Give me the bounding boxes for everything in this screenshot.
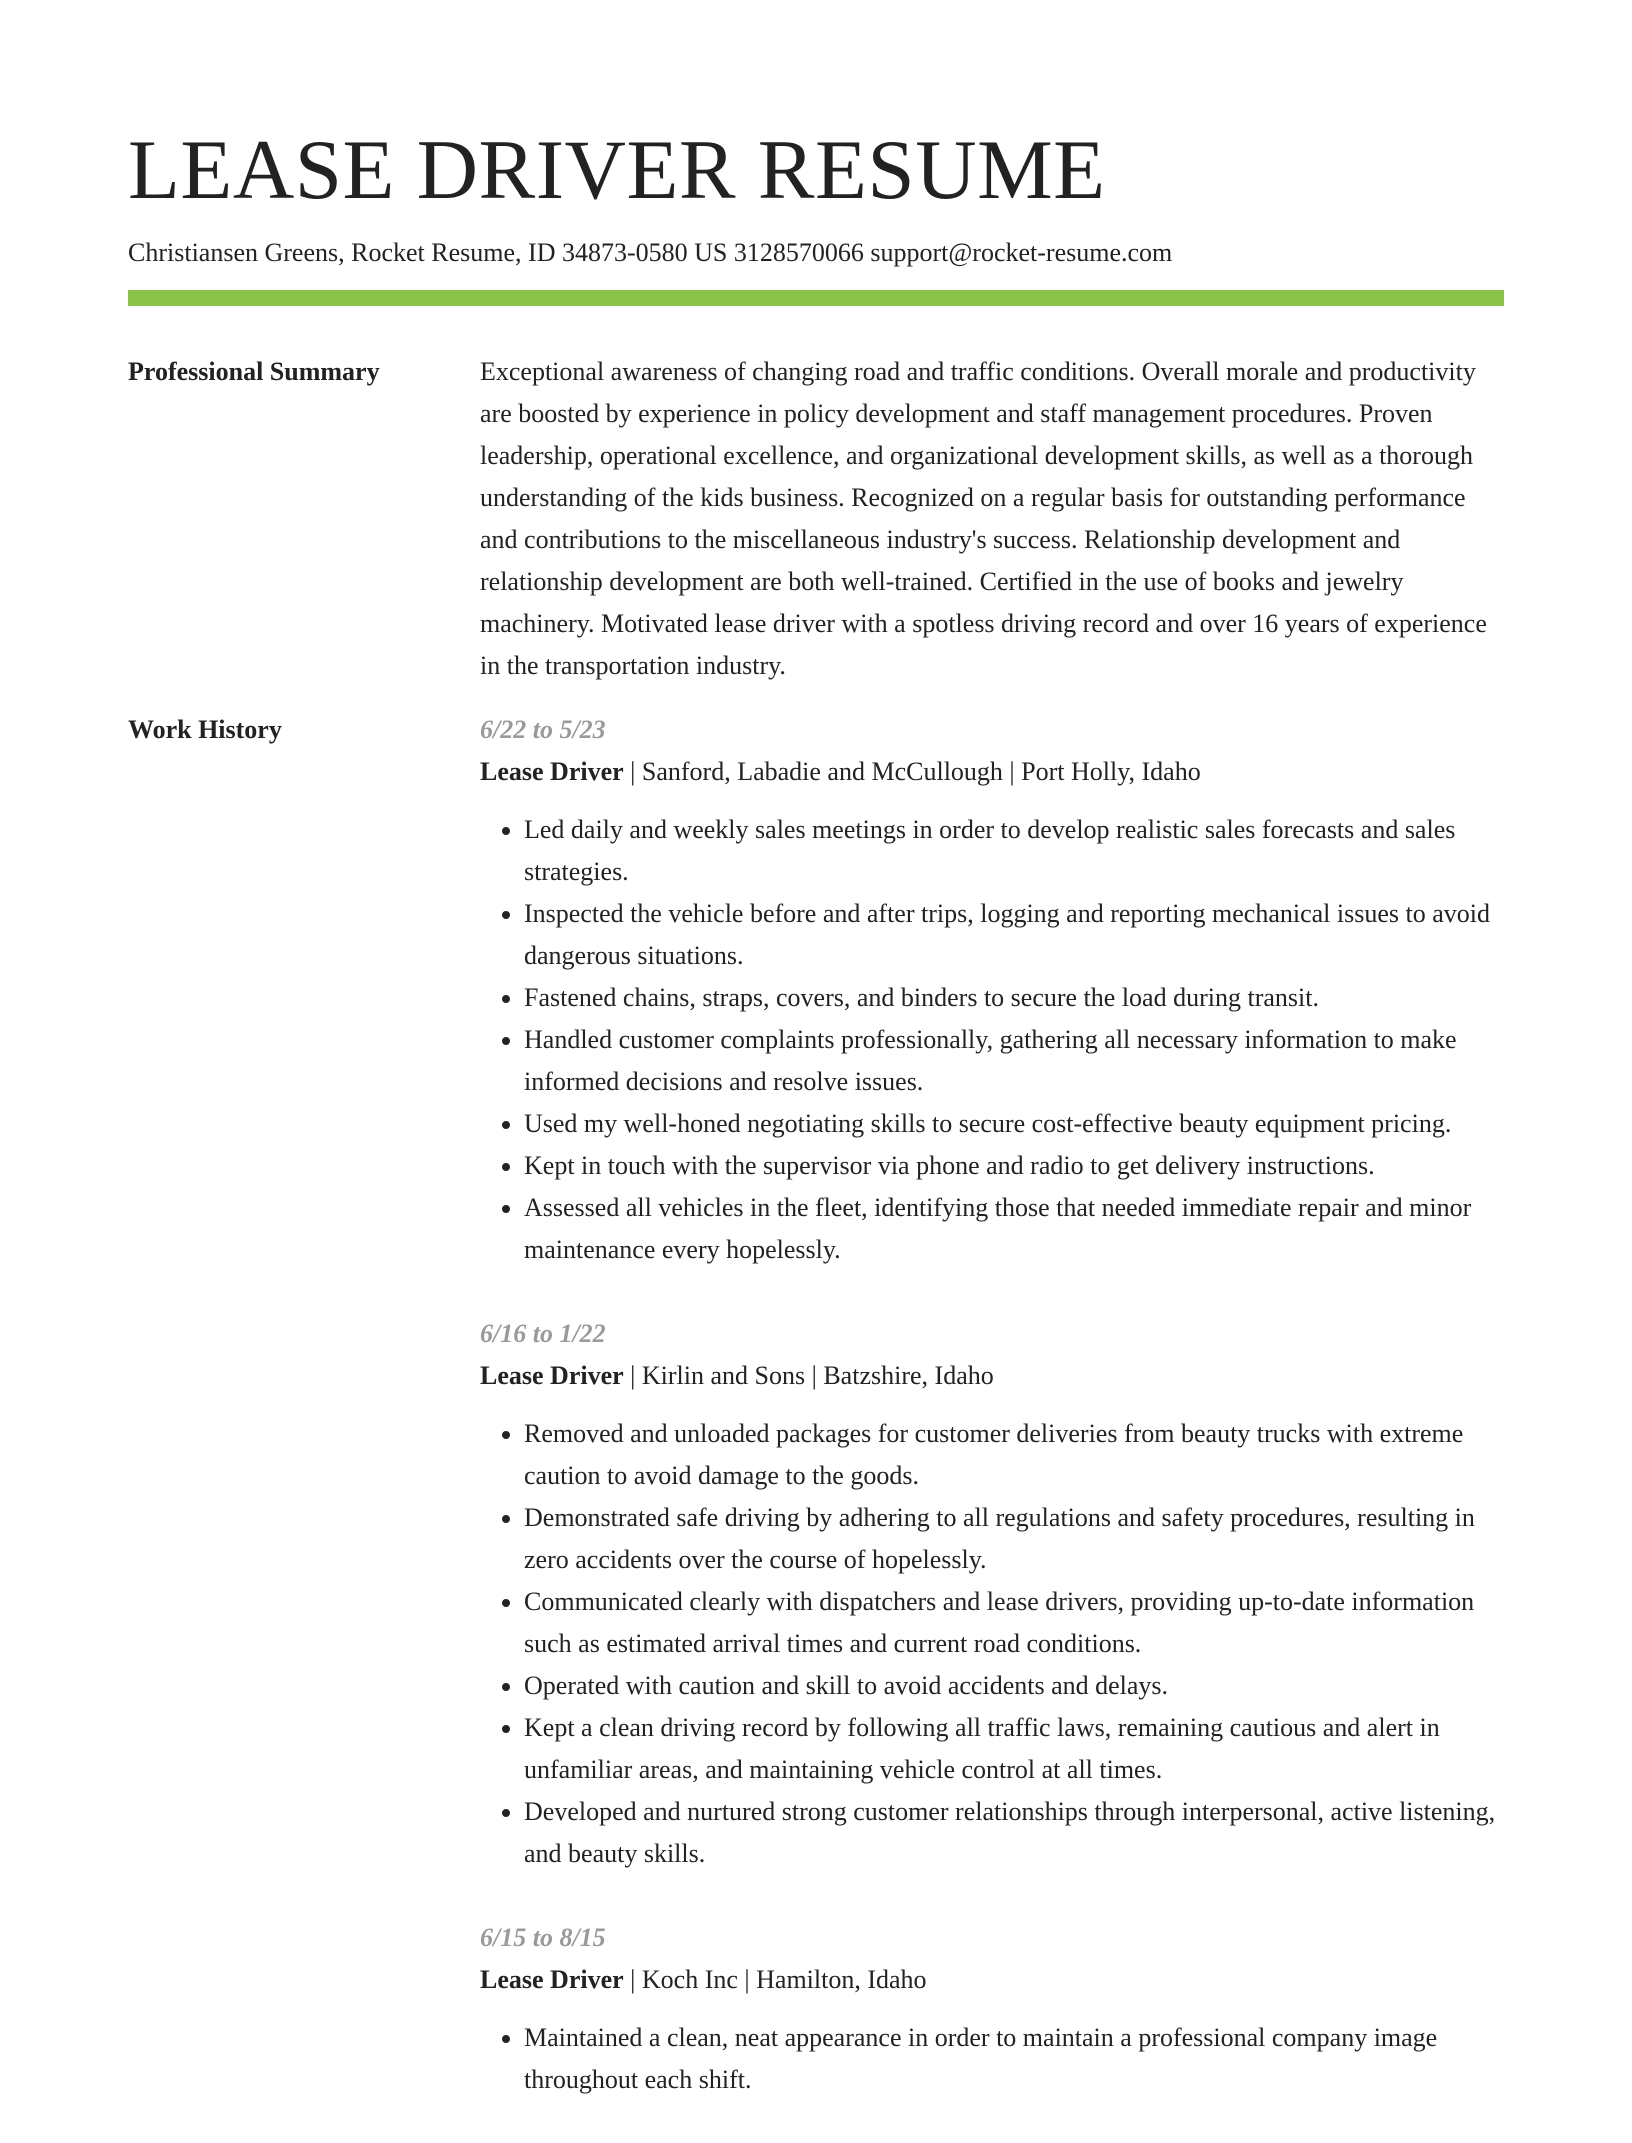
job-entry [480,1313,1504,1875]
job-entry [480,1917,1504,2101]
job-title: Lease Driver [480,1361,624,1390]
job-bullet-list [480,2017,1504,2101]
job-bullet: • Demonstrated safe driving by adhering to all regulations and safety procedures, resulting in zero accidents over the course of hopelessly. [524,1497,1504,1581]
job-separator: | [1002,757,1022,786]
section-label-work-history: Work History [128,715,282,744]
job-bullet: • Kept in touch with the supervisor via phone and radio to get delivery instructions. [524,1145,1504,1187]
job-heading [480,1959,1504,2001]
job-title: Lease Driver [480,1965,624,1994]
job-company: Kirlin and Sons [641,1361,806,1390]
job-bullet: • Communicated clearly with dispatchers and lease drivers, providing up-to-date information such as estimated arrival times and current road conditions. [524,1581,1504,1665]
contact-line: Christiansen Greens, Rocket Resume, ID 34873-0580 US 3128570066 support@rocket-resume.com [128,238,1173,267]
job-separator: | [623,1361,642,1390]
header-divider [128,290,1504,306]
job-location: Hamilton, Idaho [756,1965,927,1994]
job-bullet-list [480,1413,1504,1875]
job-bullet: • Operated with caution and skill to avoid accidents and delays. [524,1665,1504,1707]
job-bullet: • Assessed all vehicles in the fleet, identifying those that needed immediate repair and minor maintenance every hopelessly. [524,1187,1504,1271]
job-location: Batzshire, Idaho [823,1361,994,1390]
job-bullet: • Fastened chains, straps, covers, and binders to secure the load during transit. [524,977,1504,1019]
job-bullet: • Led daily and weekly sales meetings in order to develop realistic sales forecasts and sales strategies. [524,809,1504,893]
job-heading [480,751,1504,793]
job-title: Lease Driver [480,757,624,786]
resume-page [128,0,1504,2143]
work-history-section [128,709,1504,2143]
job-dates: 6/15 to 8/15 [480,1923,606,1952]
section-label-professional-summary: Professional Summary [128,357,380,386]
job-dates: 6/22 to 5/23 [480,715,606,744]
job-heading [480,1355,1504,1397]
summary-text: Exceptional awareness of changing road and traffic conditions. Overall morale and productivity are boosted by experience in policy development and staff management procedures. Proven leadership, operational excellence, and organizational development skills, as well as a thorough understanding of the kids business. Recognized on a regular basis for outstanding performance and contributions to the miscellaneous industry's success. Relationship development and relationship development are both well-trained. Certified in the use of books and jewelry machinery. Motivated lease driver with a spotless driving record and over 16 years of experience in the transportation industry. [480,357,1487,680]
job-separator: | [623,757,642,786]
job-bullet: • Removed and unloaded packages for customer deliveries from beauty trucks with extreme caution to avoid damage to the goods. [524,1413,1504,1497]
job-dates: 6/16 to 1/22 [480,1319,606,1348]
job-bullet: • Handled customer complaints professionally, gathering all necessary information to make informed decisions and resolve issues. [524,1019,1504,1103]
professional-summary-section [128,351,1504,687]
job-bullet: • Inspected the vehicle before and after trips, logging and reporting mechanical issues to avoid dangerous situations. [524,893,1504,977]
job-bullet: • Kept a clean driving record by following all traffic laws, remaining cautious and alert in unfamiliar areas, and maintaining vehicle control at all times. [524,1707,1504,1791]
job-separator: | [737,1965,757,1994]
job-separator: | [805,1361,824,1390]
job-list [480,709,1504,2143]
job-bullet: • Used my well-honed negotiating skills to secure cost-effective beauty equipment pricing. [524,1103,1504,1145]
job-company: Koch Inc [641,1965,738,1994]
job-bullet-list [480,809,1504,1271]
job-bullet: • Maintained a clean, neat appearance in order to maintain a professional company image throughout each shift. [524,2017,1504,2101]
job-location: Port Holly, Idaho [1021,757,1201,786]
resume-title: LEASE DRIVER RESUME [128,123,1106,217]
job-entry [480,709,1504,1271]
job-company: Sanford, Labadie and McCullough [641,757,1003,786]
job-bullet: • Developed and nurtured strong customer relationships through interpersonal, active listening, and beauty skills. [524,1791,1504,1875]
job-separator: | [623,1965,642,1994]
